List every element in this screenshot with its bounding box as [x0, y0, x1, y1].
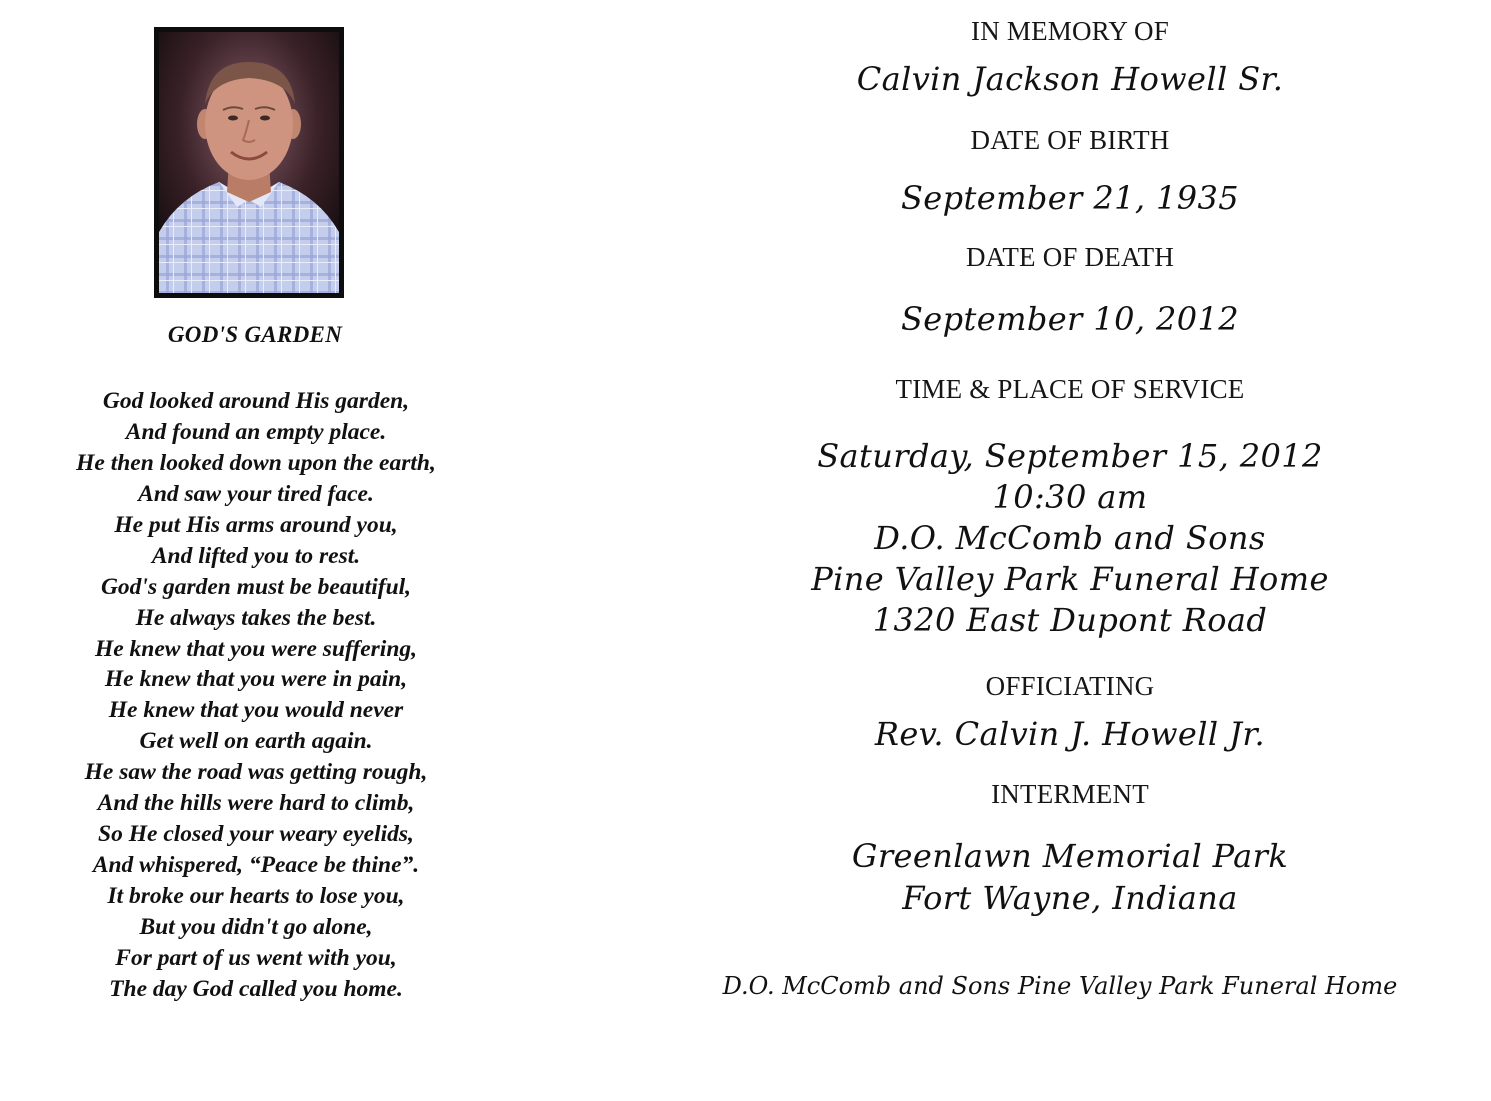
poem-line: And the hills were hard to climb,	[97, 790, 415, 817]
poem-line: And found an empty place.	[125, 418, 387, 445]
officiant-name: Rev. Calvin J. Howell Jr.	[874, 715, 1266, 753]
poem-line: It broke our hearts to lose you,	[107, 883, 405, 909]
poem-line: But you didn't go alone,	[139, 913, 373, 940]
poem-line: He put His arms around you,	[114, 511, 398, 538]
poem-line: And saw your tired face.	[138, 480, 374, 507]
poem-body	[0, 386, 512, 1005]
service-time: 10:30 am	[992, 478, 1148, 516]
poem-line: He knew that you were suffering,	[94, 635, 418, 662]
poem-title: GOD'S GARDEN	[167, 322, 343, 347]
death-label: DATE OF DEATH	[965, 242, 1175, 272]
poem-line: He then looked down upon the earth,	[76, 449, 436, 476]
poem-line: The day God called you home.	[109, 975, 403, 1002]
service-venue-line-1: D.O. McComb and Sons	[874, 519, 1266, 557]
poem-line: God's garden must be beautiful,	[100, 573, 412, 600]
left-panel	[0, 0, 520, 1101]
cemetery-location: Fort Wayne, Indiana	[902, 879, 1238, 917]
interment-label: INTERMENT	[991, 779, 1149, 809]
officiating-label: OFFICIATING	[985, 671, 1155, 701]
poem-line: God looked around His garden,	[102, 388, 410, 414]
birth-label: DATE OF BIRTH	[970, 125, 1170, 155]
poem-line: So He closed your weary eyelids,	[98, 821, 414, 848]
service-label: TIME & PLACE OF SERVICE	[895, 374, 1245, 404]
memory-heading: IN MEMORY OF	[971, 16, 1169, 46]
right-panel	[660, 0, 1480, 1101]
poem-line: For part of us went with you,	[115, 944, 397, 971]
footer-funeral-home: D.O. McComb and Sons Pine Valley Park Funeral Home	[722, 972, 1398, 1000]
birth-date: September 21, 1935	[900, 179, 1240, 217]
poem-line: He knew that you were in pain,	[104, 666, 408, 693]
poem-line: Get well on earth again.	[139, 728, 373, 755]
service-date: Saturday, September 15, 2012	[817, 437, 1323, 475]
poem-line: He always takes the best.	[135, 604, 377, 631]
cemetery-name: Greenlawn Memorial Park	[851, 837, 1289, 875]
service-address: 1320 East Dupont Road	[872, 601, 1268, 639]
poem-line: He saw the road was getting rough,	[84, 759, 428, 786]
poem-line: And lifted you to rest.	[151, 542, 361, 569]
poem-line: And whispered, “Peace be thine”.	[92, 852, 420, 879]
portrait-illustration	[159, 32, 339, 293]
death-date: September 10, 2012	[900, 300, 1240, 338]
service-venue-line-2: Pine Valley Park Funeral Home	[811, 560, 1329, 598]
poem-line: He knew that you would never	[108, 697, 404, 724]
deceased-name: Calvin Jackson Howell Sr.	[856, 60, 1284, 98]
portrait-photo	[154, 27, 344, 298]
